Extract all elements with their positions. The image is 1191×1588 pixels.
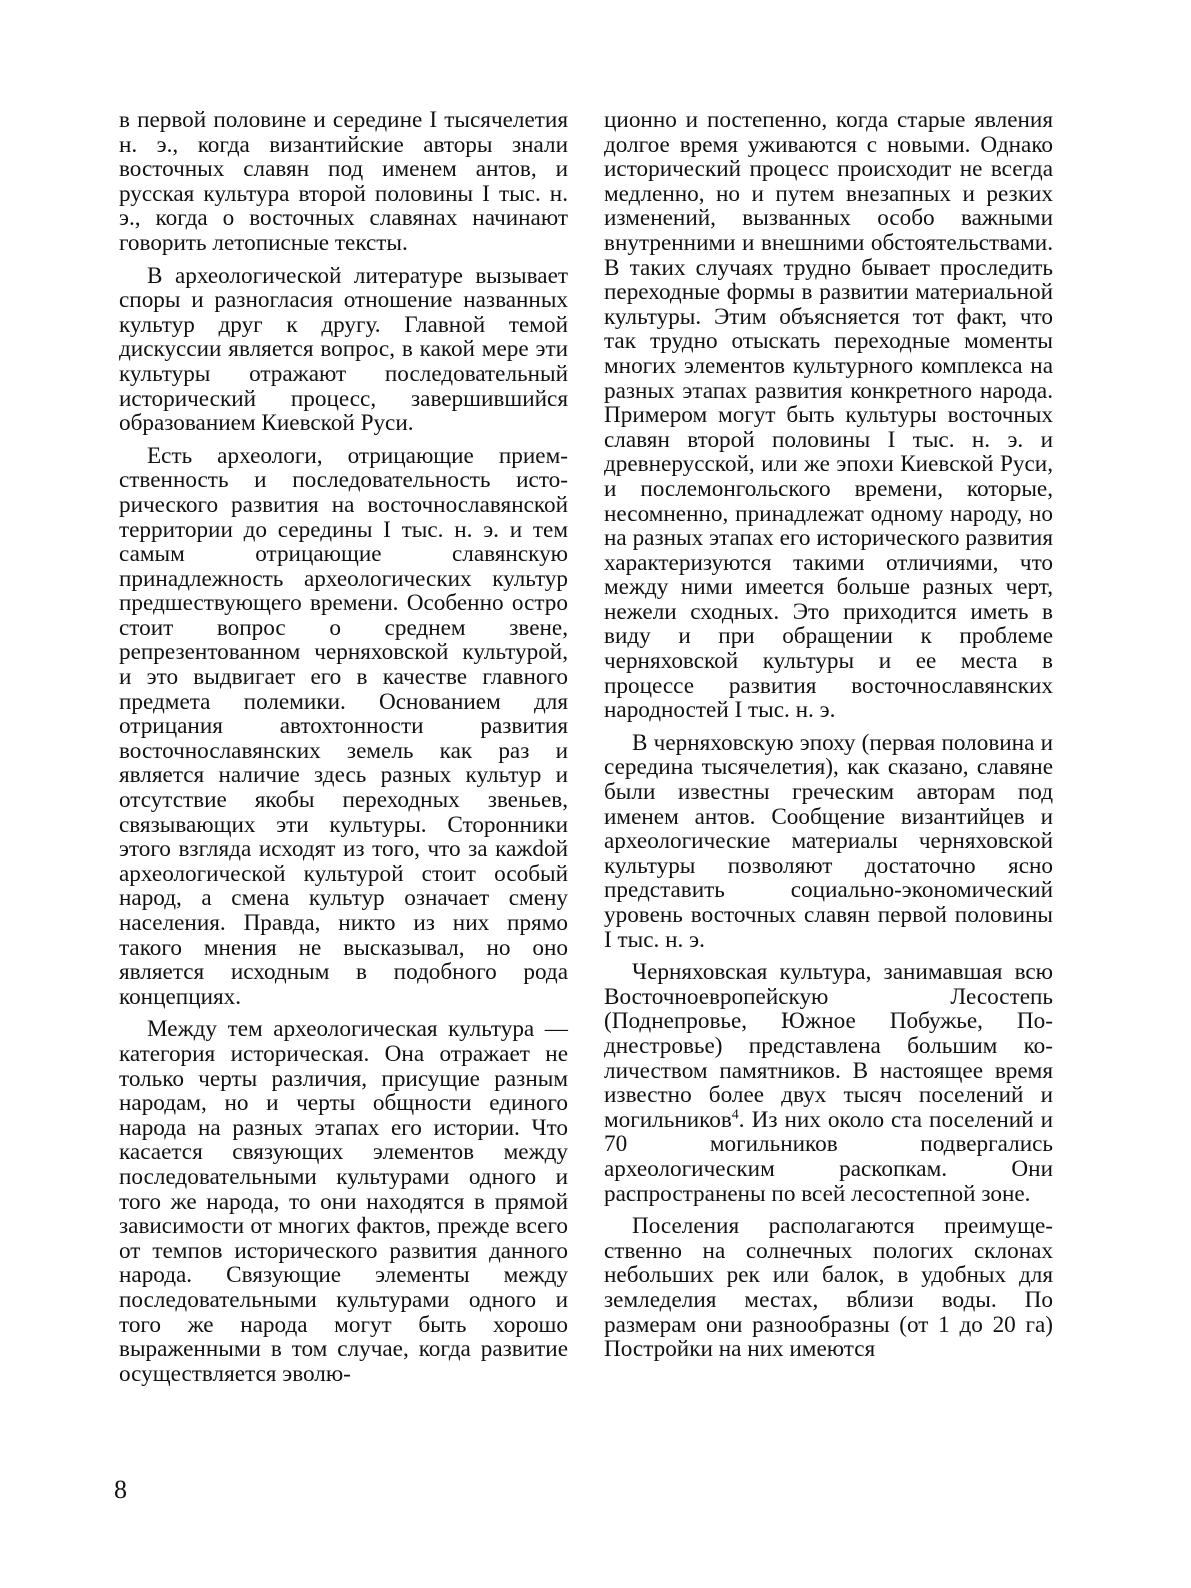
right-text-column: [604, 108, 1053, 1370]
paragraph: ционно и постепенно, когда старые явления долгое время уживаются с новыми. Однако исторический процесс происходит не всегда медленно, но и путем внезапных и резких изменений, вызванных особо важными внутренними и внешними обстоятельствами. В таких случаях трудно бывает проследить переходные формы в развитии материальной культуры. Этим объясняется тот факт, что так трудно отыскать переходные моменты многих элементов культурного комплекса на разных этапах развития конкретного народа. Примером могут быть культуры восточных славян второй половины I тыс. н. э. и древнерусской, или же эпохи Киевской Руси, и послемонгольского времени, которые, несомненно, принадлежат одному народу, но на разных этапах его исторического развития характеризуются такими отличиями, что между ними имеется больше разных черт, нежели сходных. Это приходится иметь в виду и при обращении к проблеме черняховской культуры и ее места в процессе развития восточнославянских народностей I тыс. н. э.: [604, 107, 1053, 724]
paragraph: В черняховскую эпоху (первая половина и середина тысячелетия), как сказано, славяне были известны греческим авторам под именем антов. Сообщение византийцев и археологические материалы черняховской культуры позволяют достаточно ясно представить социально-экономический уровень восточных славян первой половины I тыс. н. э.: [604, 729, 1053, 953]
footnote-reference: 4: [731, 1107, 739, 1123]
paragraph: Между тем археологическая культура — категория историческая. Она отражает не только черты различия, присущие разным народам, но и черты общности единого народа на разных этапах его истории. Что касается связующих элементов между последовательными культурами одного и того же народа, то они находятся в прямой зависимости от многих фактов, прежде всего от темпов исторического развития данного народа. Связующие элементы между последовательными культурами одного и того же народа могут быть хорошо выраженными в том случае, когда развитие осуществляется эволю-: [119, 1016, 568, 1387]
left-text-column: [119, 108, 568, 1394]
paragraph: в первой половине и середине I тысячелетия н. э., когда византийские авторы знали восточных славян под именем антов, и русская культура второй половины I тыс. н. э., когда о восточных славянах начинают говорить летописные тексты.: [119, 107, 568, 256]
paragraph-text: Черняховская культура, занимавшая всю Восточноевропейскую Лесостепь (Поднепровье, Южное Побужье, Поднестровье) представлена большим количеством памятников. В настоящее время известно более двух тысяч поселений и могильников: [604, 959, 1053, 1133]
page-number: 8: [114, 1475, 127, 1504]
paragraph-text: . Из них около ста поселений и 70 могильников подвергались археологическим раскопкам. Они распространены по всей лесостепной зоне.: [604, 1106, 1053, 1207]
paragraph: [604, 960, 1053, 1206]
paragraph: Есть археологи, отрицающие приемственность и последовательность исторического развития на восточнославянской территории до середины I тыс. н. э. и тем самым отрицающие славянскую принадлежность археологических культур предшествующего времени. Особенно остро стоит вопрос о среднем звене, репрезентованном черняховской культурой, и это выдвигает его в качестве главного предмета полемики. Основанием для отрицания автохтонности развития восточнославянских земель как раз и является наличие здесь разных культур и отсутствие якобы переходных звеньев, связывающих эти культуры. Сторонники этого взгляда исходят из того, что за кажdой археологической культурой стоит особый народ, а смена культур означает смену населения. Правда, никто из них прямо такого мнения не высказывал, но оно является исходным в подобного рода концепциях.: [119, 442, 568, 1010]
paragraph: Поселения располагаются преимущественно на солнечных пологих склонах небольших рек или балок, в удобных для земледелия местах, вблизи воды. По размерам они разнообразны (от 1 до 20 га) Постройки на них имеются: [604, 1213, 1053, 1363]
paragraph: В археологической литературе вызывает споры и разногласия отношение названных культур друг к другу. Главной темой дискуссии является вопрос, в какой мере эти культуры отражают последовательный исторический процесс, завершившийся образованием Киевской Руси.: [119, 262, 568, 437]
